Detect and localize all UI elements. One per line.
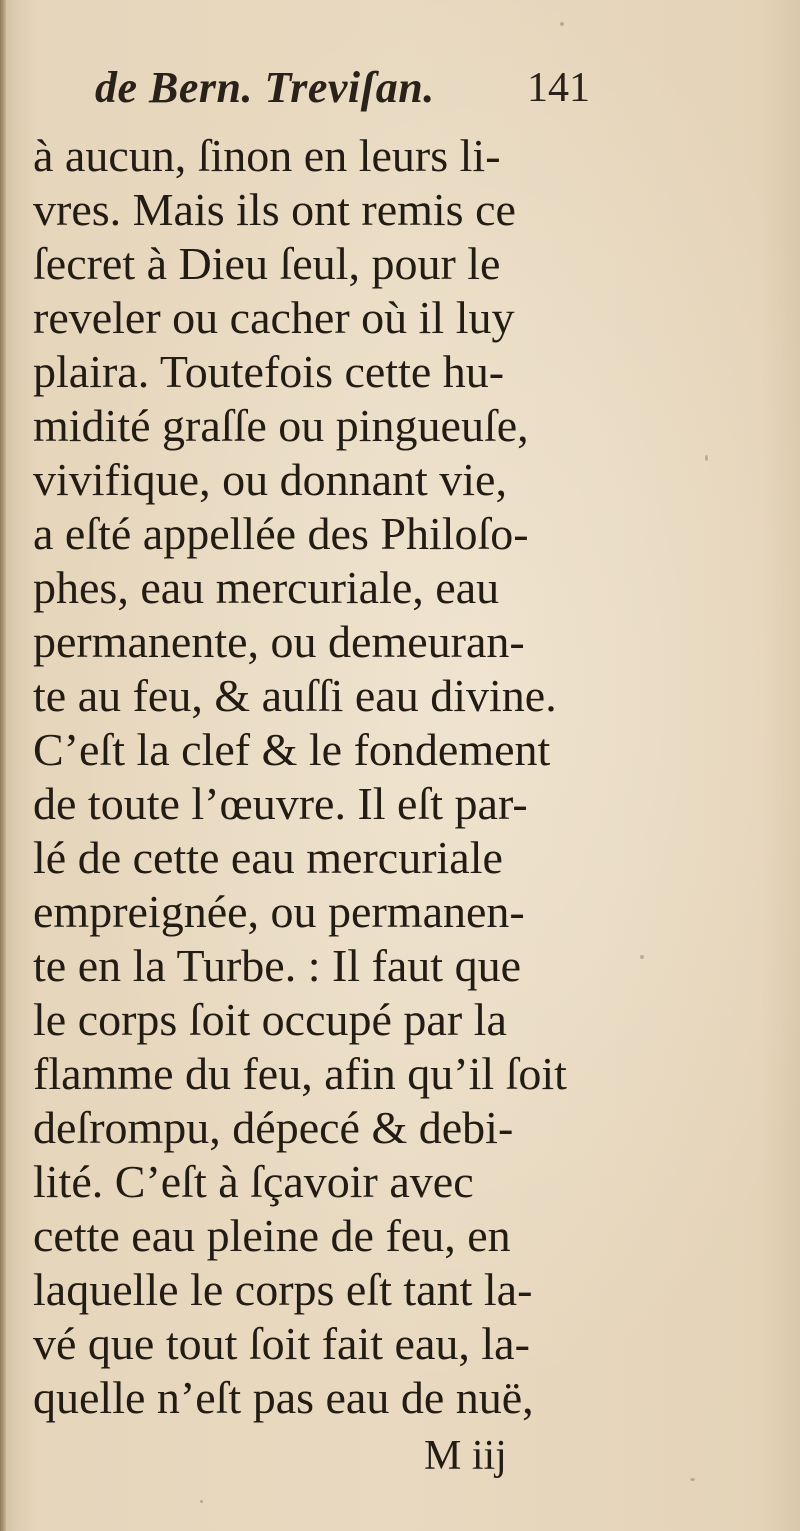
- paper-speck: [560, 22, 564, 26]
- text-line: deſrompu, dépecé & debi-: [33, 1102, 514, 1153]
- running-title: de Bern. Treviſan.: [95, 63, 435, 112]
- text-line: vé que tout ſoit fait eau, la-: [33, 1318, 530, 1369]
- text-line: quelle n’eſt pas eau de nuë,: [33, 1372, 534, 1423]
- text-line: midité graſſe ou pingueuſe,: [33, 400, 529, 451]
- text-line: laquelle le corps eſt tant la-: [33, 1264, 533, 1315]
- text-line: reveler ou cacher où il luy: [33, 292, 515, 343]
- text-line: vres. Mais ils ont remis ce: [33, 184, 516, 235]
- text-line: cette eau pleine de feu, en: [33, 1210, 511, 1261]
- text-line: vivifique, ou donnant vie,: [33, 454, 507, 505]
- text-line: te au feu, & auſſi eau divine.: [33, 670, 557, 721]
- page-spine-edge: [0, 0, 6, 1531]
- text-line: C’eſt la clef & le fondement: [33, 724, 551, 775]
- text-line: permanente, ou demeuran-: [33, 616, 525, 667]
- paper-speck: [640, 955, 644, 959]
- paper-speck: [200, 1500, 203, 1503]
- text-line: a eſté appellée des Philoſo-: [33, 508, 529, 559]
- text-line: lité. C’eſt à ſçavoir avec: [33, 1156, 474, 1207]
- paper-speck: [705, 455, 708, 461]
- text-line: phes, eau mercuriale, eau: [33, 562, 500, 613]
- text-line: plaira. Toutefois cette hu-: [33, 346, 505, 397]
- page-header: [95, 62, 615, 122]
- text-line: flamme du feu, afin qu’il ſoit: [33, 1048, 567, 1099]
- page-number: 141: [527, 65, 590, 111]
- text-line: à aucun, ſinon en leurs li-: [33, 130, 501, 181]
- paper-speck: [690, 1478, 695, 1481]
- text-line: le corps ſoit occupé par la: [33, 994, 507, 1045]
- signature-mark: M iij: [424, 1433, 507, 1479]
- text-line: lé de cette eau mercuriale: [33, 832, 503, 883]
- text-line: ſecret à Dieu ſeul, pour le: [33, 238, 501, 289]
- text-line: empreignée, ou permanen-: [33, 886, 525, 937]
- text-line: te en la Turbe. : Il faut que: [33, 940, 522, 991]
- text-line: de toute l’œuvre. Il eſt par-: [33, 778, 528, 829]
